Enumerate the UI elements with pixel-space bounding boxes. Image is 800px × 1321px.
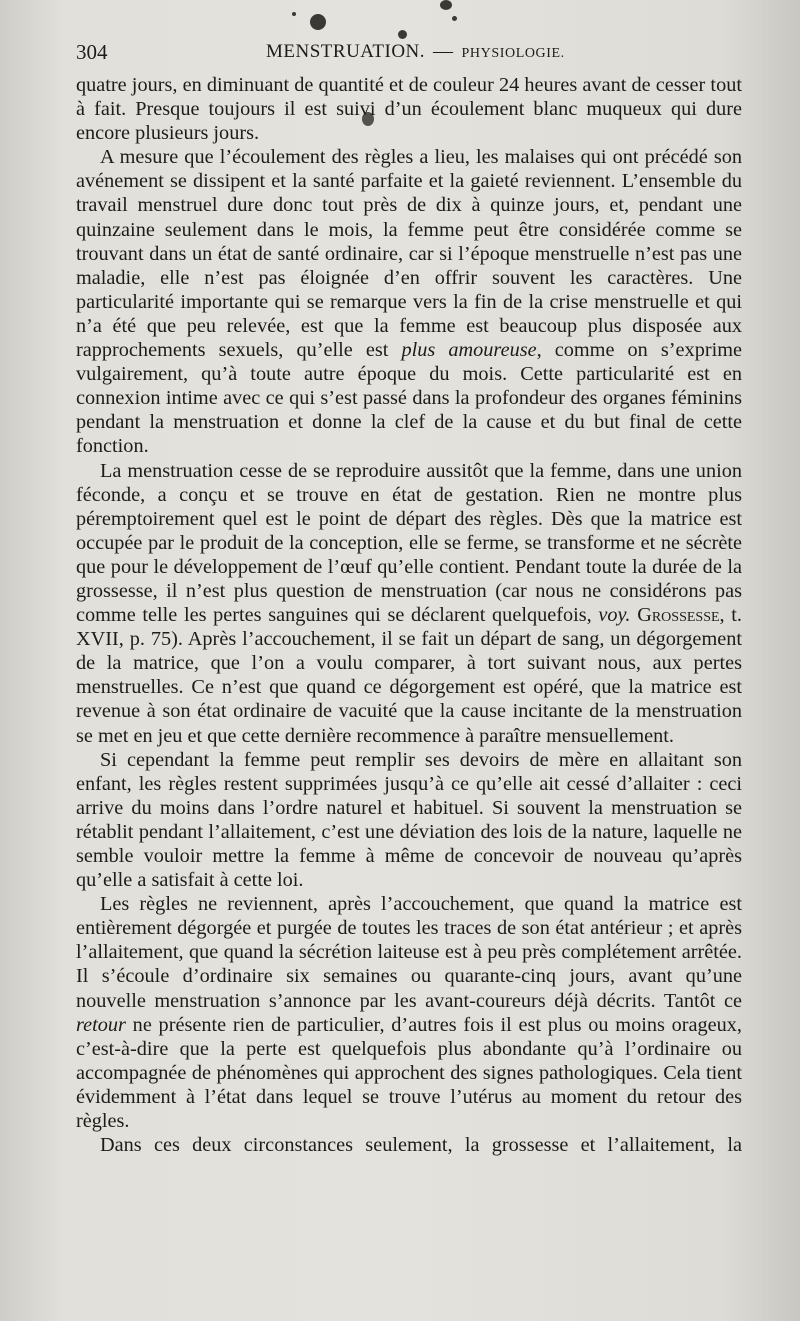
paragraph-2-emphasis: plus amoureuse [401,339,537,362]
page-number: 304 [76,40,108,64]
paragraph-2-text-a: A mesure que l’écoulement des règles a lieu, les malaises qui ont précédé son avénement se dissipent et la santé parfaite et la gaieté reviennent. L’ensemble du travail menstruel dure donc tout près de dix à quinze jours, et, pendant une quinzaine seulement dans le mois, la femme peut être considérée comme se trouvant dans un état de santé ordinaire, car si l’époque menstruelle n’est pas une maladie, elle n’est pas éloignée d’en offrir souvent les caractères. Une particularité importante qui se remarque vers la fin de la crise menstruelle et qui n’a été que peu relevée, est que la femme est beaucoup plus disposée aux rapprochements sexuels, qu’elle est [76,146,742,362]
running-head-section: PHYSIOLOGIE. [461,46,565,61]
paragraph-5 [76,892,742,1133]
paragraph-2 [76,145,742,458]
body-text [76,73,742,1157]
ink-stain [440,0,452,10]
paragraph-6: Dans ces deux circonstances seulement, la grossesse et l’allaitement, la [100,1134,742,1157]
paragraph-3-text-a: La menstruation cesse de se reproduire aussitôt que la femme, dans une union féconde, a conçu et se trouve en état de gestation. Rien ne montre plus péremptoirement quel est le point de départ des règles. Dès que la matrice est occupée par le produit de la conception, elle se ferme, se transforme et ne sécrète que pour le développement de l’œuf qu’elle contient. Pendant toute la durée de la grossesse, il n’est plus question de menstruation (car nous ne considérons pas comme telle les pertes sanguines qui se déclarent quelquefois, [76,459,742,627]
paragraph-2-text-b: , comme on s’exprime vulgairement, qu’à toute autre époque du mois. Cette particularité est en connexion intime avec ce qui s’est passé dans la profondeur des organes féminins pendant la menstruation et donne la clef de la cause et du but final de cette fonction. [76,339,742,458]
ink-stain [292,12,296,16]
paragraph-5-emphasis: retour [76,1013,126,1036]
paragraph-1: quatre jours, en diminuant de quantité et de couleur 24 heures avant de cesser tout à fait. Presque toujours il est suivi d’un écoulement blanc muqueux qui dure encore plusieurs jours. [76,74,742,145]
paragraph-3-cross-reference: Grossesse [637,604,720,627]
ink-stain [398,30,407,39]
paragraph-5-text-a: Les règles ne reviennent, après l’accouchement, que quand la matrice est entièrement dégorgée et purgée de toutes les traces de son état antérieur ; et après l’allaitement, que quand la sécrétion laiteuse est à peu près complétement arrêtée. Il s’écoule d’ordinaire six semaines ou quarante-cinq jours, avant qu’une nouvelle menstruation s’annonce par les avant-coureurs déjà décrits. Tantôt ce [76,893,742,1012]
page-header [76,40,742,70]
running-head [266,40,565,63]
running-head-title: MENSTRUATION. [266,41,426,62]
paragraph-4: Si cependant la femme peut remplir ses devoirs de mère en allaitant son enfant, les règles restent supprimées jusqu’à ce qu’elle ait cessé d’allaiter : ceci arrive du moins dans l’ordre naturel et habituel. Si souvent la menstruation se rétablit pendant l’allaitement, c’est une déviation des lois de la nature, laquelle ne semble vouloir mettre la femme à même de concevoir de nouveau qu’après qu’elle a satisfait à cette loi. [76,748,742,892]
ink-stain [310,14,326,30]
paragraph-3 [76,459,742,748]
paragraph-5-text-b: ne présente rien de particulier, d’autres fois il est plus ou moins orageux, c’est-à-dire que la perte est quelquefois plus abondante qu’à l’ordinaire ou accompagnée de phénomènes qui approchent des signes pathologiques. Cela tient évidemment à l’état dans lequel se trouve l’utérus au moment du retour des règles. [76,1013,742,1133]
ink-stain [452,16,457,21]
running-head-separator: — [433,40,454,62]
paragraph-3-text-b: , t. XVII, p. 75). Après l’accouchement, il se fait un départ de sang, un dégorgement de la matrice, que l’on a voulu comparer, à tort suivant nous, aux pertes menstruelles. Ce n’est que quand ce dégorgement est opéré, que la matrice est revenue à son état ordinaire de vacuité que la cause incitante de la menstruation se met en jeu et que cette dernière recommence à paraître mensuellement. [76,604,742,747]
paragraph-3-emphasis: voy. [598,604,631,627]
